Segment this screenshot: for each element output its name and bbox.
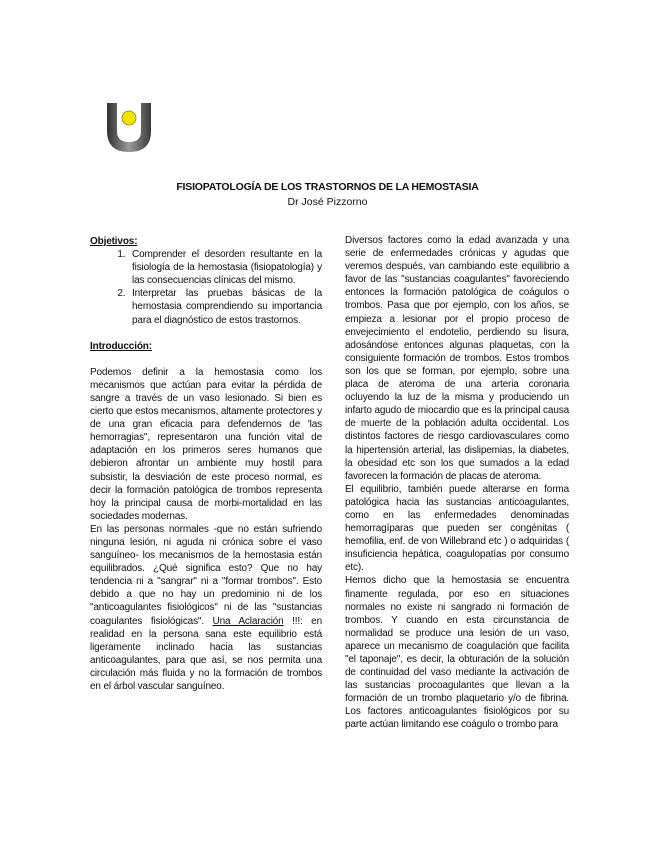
- aclaracion-underlined: Una Aclaración: [212, 615, 284, 627]
- intro-paragraph-2-start: En las personas normales -que no están sufriendo ninguna lesión, ni aguda ni crónica sobre el vaso sanguíneo- los mecanismos de la hemostasia están equilibrados. ¿Qué significa esto? Que no hay tendencia ni a "sangrar" ni a "formar trombos". Esto debido a que no hay un predominio ni de los "anticoagulantes fisiológicos" ni de las "sustancias coagulantes fisiológicas".: [90, 523, 322, 627]
- intro-paragraph-2-end: !!!: en realidad en la persona sana este equilibrio está ligeramente inclinado hacia las sustancias anticoagulantes, para que así, se nos permita una circulación más fluida y no la formación de trombos en el árbol vascular sanguíneo.: [90, 615, 322, 692]
- author-name: Dr José Pizzorno: [287, 196, 368, 208]
- right-paragraph-1: Diversos factores como la edad avanzada y una serie de enfermedades crónicas y agudas que veremos después, van cambiando este equilibrio a favor de las "sustancias coagulantes" favoreciendo entonces la formación patológica de coágulos o trombos. Pasa que por ejemplo, con los años, se empieza a lesionar por el propio proceso de envejecimiento el endotelio, perdiendo su lisura, adosándose entonces algunas plaquetas, con la consiguiente formación de trombos. Estos trombos son los que se forman, por ejemplo, sobre una placa de ateroma de una arteria coronaria ocluyendo la luz de la misma y produciendo un infarto agudo de miocardio que es la principal causa de muerte de la población adulta occidental. Los distintos factores de riesgo cardiovasculares como la hipertensión arterial, las dislipemias, la diabetes, la obesidad etc son los que sumados a la edad favorecen la formación de placas de ateroma.: [345, 235, 569, 482]
- intro-paragraph-2: [90, 523, 322, 693]
- left-column: [90, 235, 322, 693]
- right-paragraph-2: El equilibrio, también puede alterarse en forma patológica hacia las sustancias anticoagulantes, como en las enfermedades denominadas hemorragíparas que pueden ser congénitas ( hemofilia, enf. de von Willebrand etc ) o adquiridas ( insuficiencia hepática, coagulopatías por consumo etc).: [345, 483, 569, 574]
- university-logo-icon: [104, 101, 154, 153]
- intro-paragraph-1: Podemos definir a la hemostasia como los mecanismos que actúan para evitar la pérdida de sangre a través de un vaso lesionado. Si bien es cierto que estos mecanismos, altamente protectores y de una gran eficacia para defendernos de 'las hemorragias", representaron una función vital de adaptación en los primeros seres humanos que debieron afrontar un ambiente muy hostil para subsistir, la desviación de este proceso normal, es decir la formación patológica de trombos representa hoy la principal causa de morbi-mortalidad en las sociedades modernas.: [90, 366, 322, 522]
- list-item: 1. Comprender el desorden resultante en la fisiología de la hemostasia (fisiopatología) y las consecuencias clínicas del mismo.: [128, 248, 322, 287]
- objetivos-heading: Objetivos:: [90, 236, 138, 247]
- objetivos-list: [90, 248, 322, 327]
- introduccion-heading: Introducción:: [90, 340, 152, 352]
- right-paragraph-3: Hemos dicho que la hemostasia se encuentra finamente regulada, por eso en situaciones normales no existe ni sangrado ni formación de trombos. Y cuando en esta circunstancia de normalidad se produce una lesión de un vaso, aparece un mecanismo de coagulación que facilita "el taponaje", es decir, la obturación de la solución de continuidad del vaso mediante la activación de las sustancias procoagulantes que llevan a la formación de un trombo plaquetario y/o de fibrina. Los factores anticoagulantes fisiológicos por su parte actúan limitando ese coágulo o trombo para: [345, 575, 569, 731]
- document-title: FISIOPATOLOGÍA DE LOS TRASTORNOS DE LA HEMOSTASIA: [176, 181, 479, 193]
- list-item: 2. Interpretar las pruebas básicas de la hemostasia comprendiendo su importancia para el diagnóstico de estos trastornos.: [128, 287, 322, 326]
- right-column: [345, 234, 569, 732]
